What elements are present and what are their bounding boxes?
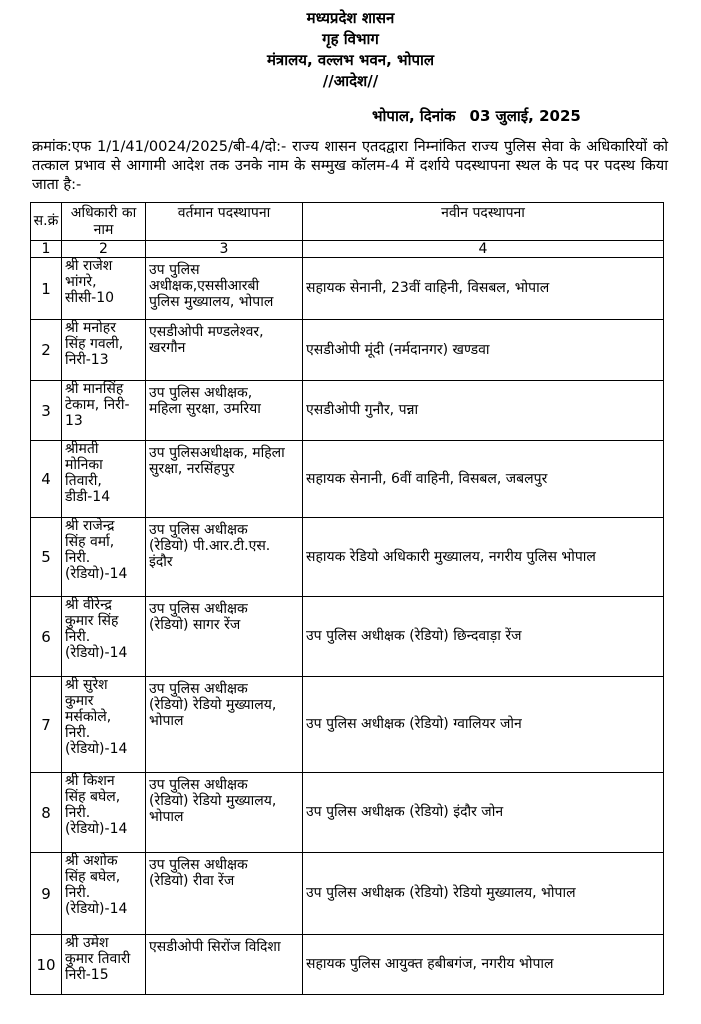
current-posting-line: एसडीओपी सिरोंज विदिशा <box>149 939 281 955</box>
officer-name-line: श्री मानसिंह <box>65 381 124 397</box>
order-date: 03 जुलाई, 2025 <box>469 107 581 125</box>
table-row <box>31 381 664 441</box>
serial-number: 8 <box>31 773 62 853</box>
serial-number: 1 <box>31 258 62 320</box>
officer-name-line: निरी. <box>65 629 91 645</box>
header-address: मंत्रालय, वल्लभ भवन, भोपाल <box>266 51 435 69</box>
current-posting <box>146 381 303 441</box>
new-posting: सहायक रेडियो अधिकारी मुख्यालय, नगरीय पुलिस भोपाल <box>303 518 664 597</box>
current-posting <box>146 441 303 518</box>
officer-name-line: सिंह बघेल, <box>65 869 121 885</box>
header-serial: स.क्रं <box>31 203 62 241</box>
serial-number: 3 <box>31 381 62 441</box>
header-department: गृह विभाग <box>322 30 379 48</box>
officer-name-line: श्री राजेन्द्र <box>65 518 115 534</box>
officer-name-line: श्री अशोक <box>65 853 118 869</box>
dateline <box>372 106 581 126</box>
officer-name-line: सीसी-10 <box>65 290 115 306</box>
officer-name-line: (रेडियो)-14 <box>65 645 128 661</box>
officer-name-line: डीडी-14 <box>65 489 111 505</box>
current-posting <box>146 773 303 853</box>
current-posting-line: महिला सुरक्षा, उमरिया <box>149 401 261 417</box>
officer-name-line: कुमार <box>65 693 94 709</box>
officer-name-line: श्री उमेश <box>65 935 109 951</box>
current-posting-line: उप पुलिस अधीक्षक <box>149 601 248 617</box>
table-row <box>31 677 664 773</box>
current-posting-line: इंदौर <box>149 554 173 570</box>
current-posting-line: उप पुलिस अधीक्षक, <box>149 385 253 401</box>
officer-name <box>62 677 146 773</box>
current-posting-line: उप पुलिस अधीक्षक <box>149 681 248 697</box>
current-posting-line: अधीक्षक,एससीआरबी <box>149 278 260 294</box>
officer-name-line: तिवारी, <box>65 473 102 489</box>
header-government: मध्यप्रदेश शासन <box>306 9 395 27</box>
officer-name <box>62 597 146 677</box>
current-posting <box>146 677 303 773</box>
officer-name-line: मोनिका <box>65 457 103 473</box>
officer-name-line: (रेडियो)-14 <box>65 821 128 837</box>
officer-name-line: श्री मनोहर <box>65 320 116 336</box>
new-posting: एसडीओपी मूंदी (नर्मदानगर) खण्डवा <box>303 320 664 381</box>
current-posting-line: सुरक्षा, नरसिंहपुर <box>149 461 235 477</box>
column-number: 3 <box>146 241 303 258</box>
serial-number: 9 <box>31 853 62 935</box>
officer-name-line: 13 <box>65 413 83 429</box>
current-posting-line: उप पुलिस अधीक्षक <box>149 777 248 793</box>
officer-name <box>62 935 146 995</box>
header-current-posting: वर्तमान पदस्थापना <box>146 203 303 241</box>
new-posting: एसडीओपी गुनौर, पन्ना <box>303 381 664 441</box>
officer-name-line: निरी-13 <box>65 352 109 368</box>
current-posting <box>146 597 303 677</box>
officer-name <box>62 320 146 381</box>
column-number: 2 <box>62 241 146 258</box>
header-new-posting: नवीन पदस्थापना <box>303 203 664 241</box>
officer-name <box>62 518 146 597</box>
current-posting-line: (रेडियो) सागर रेंज <box>149 617 241 633</box>
officer-name <box>62 441 146 518</box>
officer-name-line: निरी. <box>65 725 91 741</box>
new-posting: उप पुलिस अधीक्षक (रेडियो) इंदौर जोन <box>303 773 664 853</box>
current-posting-line: भोपाल <box>149 713 184 729</box>
table-row <box>31 258 664 320</box>
current-posting-line: एसडीओपी मण्डलेश्वर, <box>149 324 264 340</box>
current-posting-line: (रेडियो) पी.आर.टी.एस. <box>149 538 271 554</box>
officer-name-line: निरी. <box>65 805 91 821</box>
table-header-row <box>31 203 664 241</box>
current-posting-line: (रेडियो) रीवा रेंज <box>149 873 235 889</box>
officer-name-line: मर्सकोले, <box>65 709 112 725</box>
officer-name-line: टेकाम, निरी- <box>65 397 130 413</box>
new-posting: सहायक सेनानी, 23वीं वाहिनी, विसबल, भोपाल <box>303 258 664 320</box>
officer-name-line: कुमार सिंह <box>65 613 119 629</box>
officer-name-line: श्री राजेश <box>65 258 113 274</box>
current-posting-line: भोपाल <box>149 809 184 825</box>
new-posting: सहायक पुलिस आयुक्त हबीबगंज, नगरीय भोपाल <box>303 935 664 995</box>
table-row <box>31 320 664 381</box>
officer-name-line: (रेडियो)-14 <box>65 741 128 757</box>
serial-number: 7 <box>31 677 62 773</box>
officer-name-line: श्रीमती <box>65 441 99 457</box>
officer-name-line: कुमार तिवारी <box>65 951 131 967</box>
table-row <box>31 773 664 853</box>
serial-number: 10 <box>31 935 62 995</box>
current-posting-line: (रेडियो) रेडियो मुख्यालय, <box>149 697 277 713</box>
column-number-row <box>31 241 664 258</box>
column-number: 1 <box>31 241 62 258</box>
current-posting-line: (रेडियो) रेडियो मुख्यालय, <box>149 793 277 809</box>
officer-name-line: निरी-15 <box>65 967 109 983</box>
new-posting: सहायक सेनानी, 6वीं वाहिनी, विसबल, जबलपुर <box>303 441 664 518</box>
officer-name-line: (रेडियो)-14 <box>65 566 128 582</box>
officer-name-line: निरी. <box>65 885 91 901</box>
new-posting: उप पुलिस अधीक्षक (रेडियो) रेडियो मुख्यालय, भोपाल <box>303 853 664 935</box>
officer-name-line: श्री किशन <box>65 773 115 789</box>
date-place-label: भोपाल, दिनांक <box>372 107 456 125</box>
current-posting-line: खरगौन <box>149 340 186 356</box>
header-officer-name: अधिकारी का नाम <box>62 203 146 241</box>
table-row <box>31 853 664 935</box>
current-posting <box>146 853 303 935</box>
order-header <box>0 8 701 92</box>
posting-table <box>30 202 664 995</box>
column-number: 4 <box>303 241 664 258</box>
officer-name-line: सिंह वर्मा, <box>65 534 115 550</box>
current-posting <box>146 320 303 381</box>
order-intro-paragraph: क्रमांक:एफ 1/1/41/0024/2025/बी-4/दो:- राज्य शासन एतदद्वारा निम्नांकित राज्य पुलिस सेवा के अधिकारियों को तत्काल प्रभाव से आगामी आदेश तक उनके नाम के सम्मुख कॉलम-4 में दर्शाये पदस्थापना स्थल के पद पर पदस्थ किया जाता है:- <box>32 138 668 193</box>
header-order-title: //आदेश// <box>322 72 379 90</box>
table-row <box>31 597 664 677</box>
table-row <box>31 441 664 518</box>
officer-name-line: सिंह गवली, <box>65 336 124 352</box>
current-posting-line: पुलिस मुख्यालय, भोपाल <box>149 294 274 310</box>
officer-name-line: श्री वीरेन्द्र <box>65 597 112 613</box>
current-posting-line: उप पुलिसअधीक्षक, महिला <box>149 445 285 461</box>
current-posting <box>146 518 303 597</box>
serial-number: 5 <box>31 518 62 597</box>
officer-name <box>62 258 146 320</box>
officer-name-line: निरी. <box>65 550 91 566</box>
serial-number: 2 <box>31 320 62 381</box>
officer-name <box>62 853 146 935</box>
officer-name <box>62 381 146 441</box>
officer-name-line: भांगरे, <box>65 274 97 290</box>
officer-name-line: श्री सुरेश <box>65 677 108 693</box>
current-posting <box>146 935 303 995</box>
current-posting-line: उप पुलिस अधीक्षक <box>149 857 248 873</box>
new-posting: उप पुलिस अधीक्षक (रेडियो) छिन्दवाड़ा रेंज <box>303 597 664 677</box>
officer-name <box>62 773 146 853</box>
officer-name-line: सिंह बघेल, <box>65 789 121 805</box>
new-posting: उप पुलिस अधीक्षक (रेडियो) ग्वालियर जोन <box>303 677 664 773</box>
current-posting <box>146 258 303 320</box>
serial-number: 6 <box>31 597 62 677</box>
table-row <box>31 518 664 597</box>
officer-name-line: (रेडियो)-14 <box>65 901 128 917</box>
serial-number: 4 <box>31 441 62 518</box>
table-row <box>31 935 664 995</box>
current-posting-line: उप पुलिस अधीक्षक <box>149 522 248 538</box>
current-posting-line: उप पुलिस <box>149 262 200 278</box>
